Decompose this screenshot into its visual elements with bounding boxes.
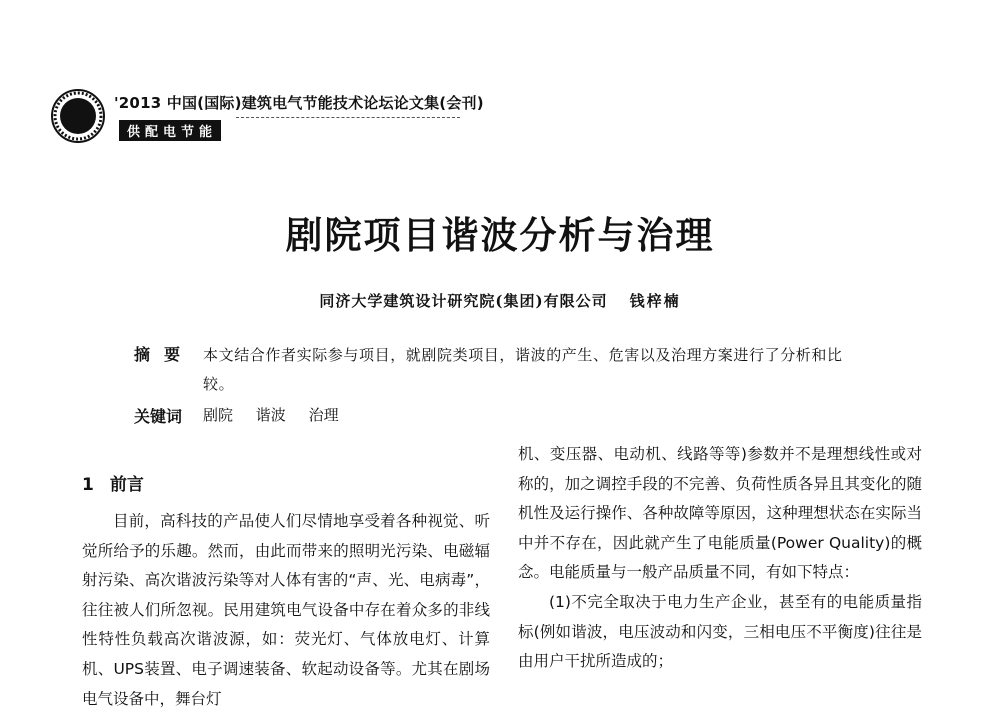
header-divider	[236, 117, 460, 118]
body-paragraph: (1)不完全取决于电力生产企业，甚至有的电能质量指标(例如谐波，电压波动和闪变，三相电压不平衡度)往往是由用户干扰所造成的；	[518, 592, 922, 671]
keyword: 治理	[308, 406, 339, 424]
author-name: 钱梓楠	[629, 292, 681, 310]
paper-title: 剧院项目谐波分析与治理	[285, 214, 715, 257]
keyword: 谐波	[255, 406, 286, 424]
conference-logo-icon	[50, 88, 106, 144]
abstract-label: 摘要	[134, 345, 195, 364]
left-column	[82, 507, 490, 714]
keyword: 剧院	[203, 406, 234, 424]
right-column	[518, 440, 922, 677]
keywords-list	[203, 404, 357, 425]
body-paragraph: 机、变压器、电动机、线路等等)参数并不是理想线性或对称的，加之调控手段的不完善、负荷性质各异且其变化的随机性及运行操作、各种故障等原因，这种理想状态在实际当中并不存在，因此就产生了电能质量(Power Quality)的概念。电能质量与一般产品质量不同，有如下特点：	[518, 445, 922, 582]
body-paragraph: 目前，高科技的产品使人们尽情地享受着各种视觉、听觉所给予的乐趣。然而，由此而带来的照明光污染、电磁辐射污染、高次谐波污染等对人体有害的“声、光、电病毒”，往往被人们所忽视。民用建筑电气设备中存在着众多的非线性特性负载高次谐波源，如：荧光灯、气体放电灯、计算机、UPS装置、电子调速装备、软起动设备等。尤其在剧场电气设备中，舞台灯	[82, 512, 490, 708]
affiliation: 同济大学建筑设计研究院(集团)有限公司	[319, 292, 608, 310]
section-label: 供配电节能	[119, 120, 221, 141]
section-title: 前言	[109, 475, 144, 495]
abstract-text: 本文结合作者实际参与项目，就剧院类项目，谐波的产生、危害以及治理方案进行了分析和比较。	[203, 346, 843, 393]
author-line	[0, 290, 1000, 311]
section-number: 1	[82, 475, 94, 495]
keywords-label: 关键词	[134, 407, 183, 426]
section-heading	[82, 470, 144, 495]
running-title: '2013 中国(国际)建筑电气节能技术论坛论文集(会刊)	[114, 94, 484, 112]
